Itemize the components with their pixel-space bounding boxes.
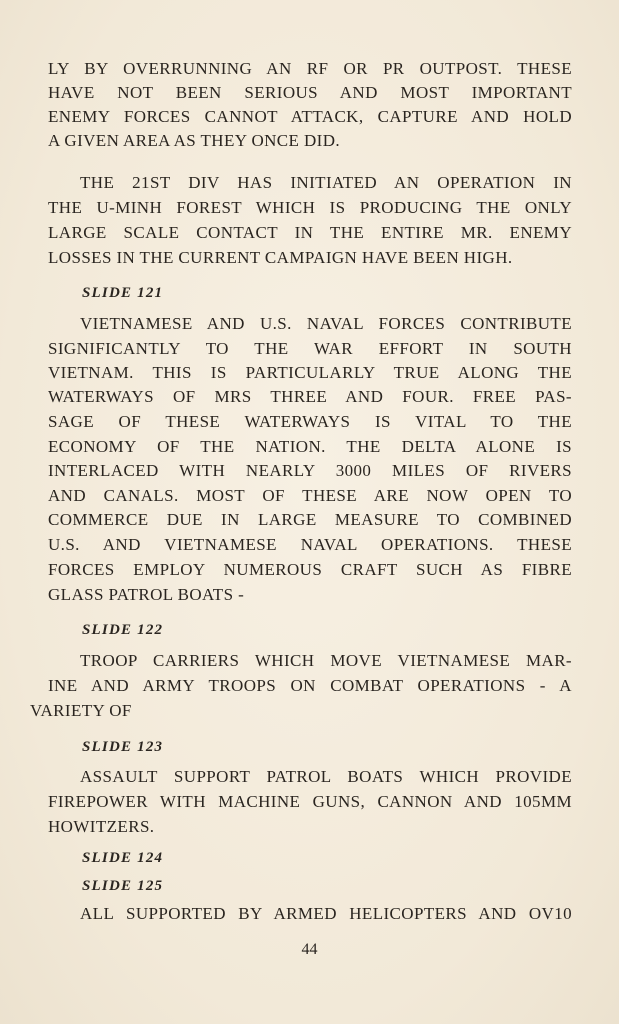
text-line: SAGE OF THESE WATERWAYS IS VITAL TO THE [48,412,572,431]
slide-heading: SLIDE 121 [82,285,164,301]
text-line: FORCES EMPLOY NUMEROUS CRAFT SUCH AS FIBRE [48,560,572,579]
text-line: LOSSES IN THE CURRENT CAMPAIGN HAVE BEEN HIGH. [48,248,513,267]
text-line: U.S. AND VIETNAMESE NAVAL OPERATIONS. THESE [48,535,572,554]
text-line: LARGE SCALE CONTACT IN THE ENTIRE MR. ENEMY [48,223,572,242]
text-line: ASSAULT SUPPORT PATROL BOATS WHICH PROVIDE [80,767,572,786]
text-line: A GIVEN AREA AS THEY ONCE DID. [48,131,341,150]
text-line: TROOP CARRIERS WHICH MOVE VIETNAMESE MAR- [80,651,572,670]
text-line: WATERWAYS OF MRS THREE AND FOUR. FREE PAS- [48,387,572,406]
text-line: VIETNAMESE AND U.S. NAVAL FORCES CONTRIBUTE [80,314,572,333]
text-line: THE U-MINH FOREST WHICH IS PRODUCING THE ONLY [48,198,572,217]
slide-heading: SLIDE 123 [82,739,164,755]
text-line: HOWITZERS. [48,817,155,836]
text-line: GLASS PATROL BOATS - [48,585,245,604]
slide-heading: SLIDE 122 [82,622,164,638]
text-line: VARIETY OF [30,701,132,720]
text-line: COMMERCE DUE IN LARGE MEASURE TO COMBINED [48,510,572,529]
text-line: THE 21ST DIV HAS INITIATED AN OPERATION IN [80,173,572,192]
text-line: ENEMY FORCES CANNOT ATTACK, CAPTURE AND HOLD [48,107,572,126]
text-line: INE AND ARMY TROOPS ON COMBAT OPERATIONS - A [48,676,572,695]
text-line: ALL SUPPORTED BY ARMED HELICOPTERS AND OV10 [80,904,572,923]
text-line: INTERLACED WITH NEARLY 3000 MILES OF RIVERS [48,461,572,480]
text-line: SIGNIFICANTLY TO THE WAR EFFORT IN SOUTH [48,339,572,358]
text-line: HAVE NOT BEEN SERIOUS AND MOST IMPORTANT [48,83,572,102]
text-line: VIETNAM. THIS IS PARTICULARLY TRUE ALONG THE [48,363,572,382]
page-number: 44 [301,941,318,958]
text-line: FIREPOWER WITH MACHINE GUNS, CANNON AND 105MM [48,792,572,811]
slide-heading: SLIDE 125 [82,878,164,894]
text-line: AND CANALS. MOST OF THESE ARE NOW OPEN TO [48,486,572,505]
text-line: LY BY OVERRUNNING AN RF OR PR OUTPOST. THESE [48,59,572,78]
text-line: ECONOMY OF THE NATION. THE DELTA ALONE IS [48,437,572,456]
slide-heading: SLIDE 124 [82,850,164,866]
